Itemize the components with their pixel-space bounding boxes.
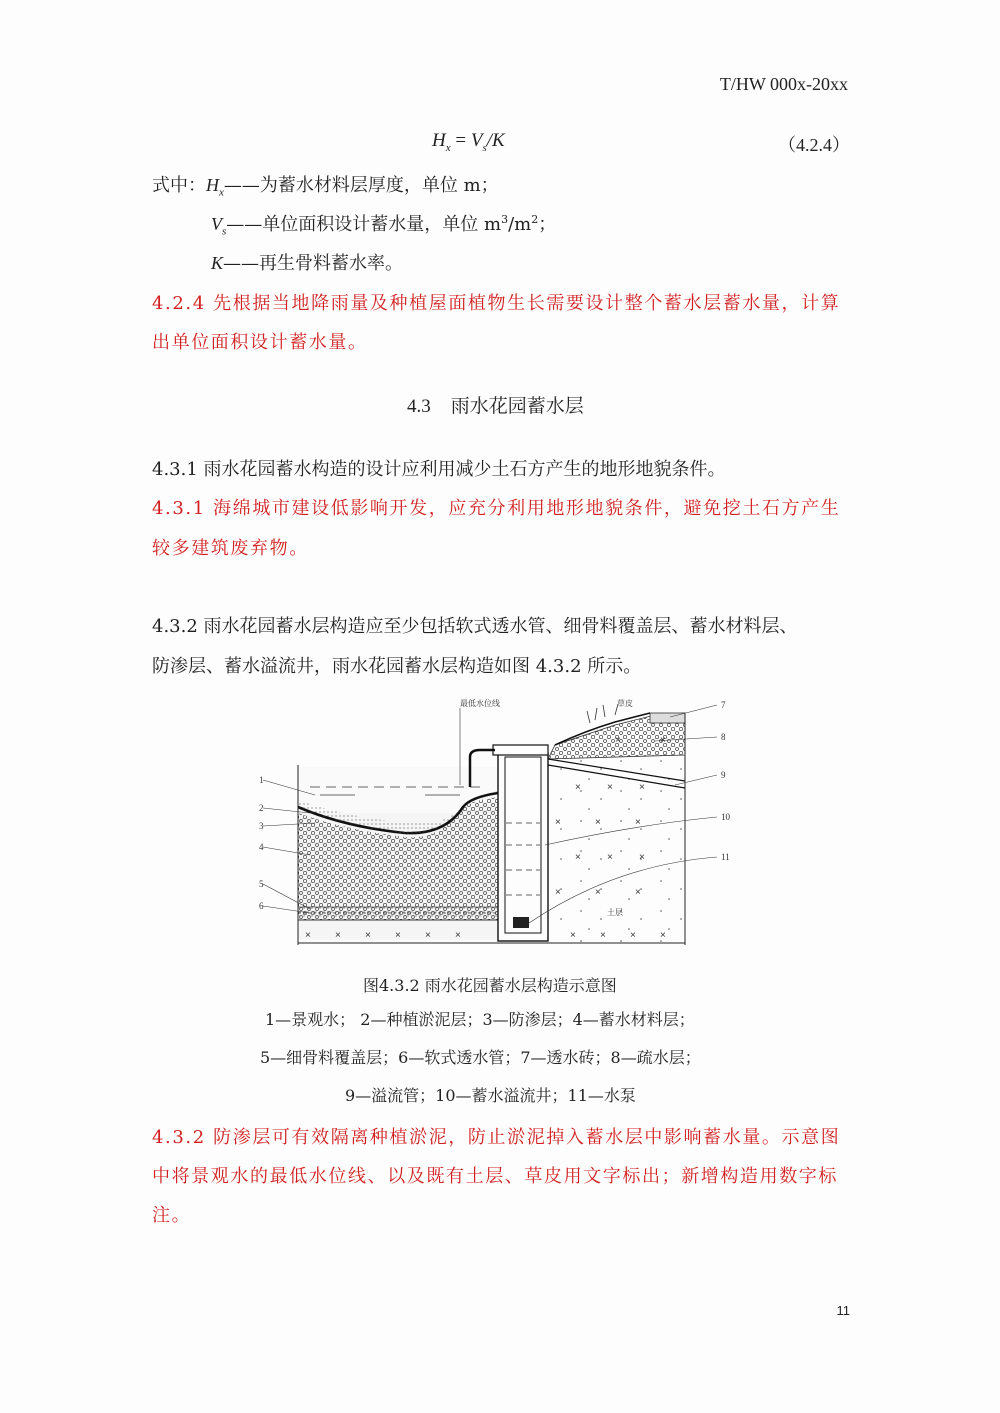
callout-5: 5 [259, 879, 264, 889]
svg-text:×: × [600, 930, 606, 941]
callout-9: 9 [721, 770, 726, 780]
svg-text:×: × [630, 930, 636, 941]
figure-legend-line1: 1—景观水； 2—种植淤泥层；3—防渗层；4—蓄水材料层； [265, 1010, 695, 1029]
callout-1: 1 [259, 775, 264, 785]
note-4-2-4-line1: 4.2.4 先根据当地降雨量及种植屋面植物生长需要设计整个蓄水层蓄水量，计算 [152, 293, 841, 314]
clause-4-3-2-line1: 4.3.2 雨水花园蓄水层构造应至少包括软式透水管、细骨料覆盖层、蓄水材料层、 [152, 616, 798, 637]
page-number: 11 [836, 1303, 850, 1318]
note-4-3-2-line2: 中将景观水的最低水位线、以及既有土层、草皮用文字标出；新增构造用数字标 [152, 1166, 838, 1187]
callout-3: 3 [259, 821, 264, 831]
svg-text:×: × [607, 782, 613, 793]
callout-7: 7 [721, 700, 726, 710]
section-heading-4-3: 4.3 雨水花园蓄水层 [407, 395, 584, 417]
label-soil: 土层 [607, 908, 623, 917]
pump [513, 917, 529, 928]
svg-text:×: × [395, 930, 401, 941]
clause-4-3-2-line2: 防渗层、蓄水溢流井，雨水花园蓄水层构造如图 4.3.2 所示。 [152, 656, 642, 677]
rain-garden-section-diagram [255, 695, 745, 955]
where-v-line: $V_s——$单位面积设计蓄水量，单位 $m^3/m^2$； [211, 213, 557, 238]
svg-text:×: × [660, 735, 666, 746]
callout-8: 8 [721, 732, 726, 742]
standard-code-header: T/HW 000x-20xx [719, 74, 848, 94]
svg-text:×: × [639, 852, 645, 863]
svg-text:×: × [607, 852, 613, 863]
svg-text:×: × [575, 852, 581, 863]
svg-text:×: × [555, 887, 561, 898]
callout-6: 6 [259, 901, 264, 911]
callout-10: 10 [721, 812, 730, 822]
svg-text:×: × [635, 887, 641, 898]
equation-number: （4.2.4） [778, 135, 850, 155]
note-4-3-1-line2: 较多建筑废弃物。 [152, 538, 309, 559]
svg-text:×: × [595, 817, 601, 828]
callout-4: 4 [259, 842, 264, 852]
svg-text:×: × [305, 930, 311, 941]
note-4-3-1-line1: 4.3.1 海绵城市建设低影响开发，应充分利用地形地貌条件，避免挖土石方产生 [152, 498, 841, 519]
svg-text:×: × [615, 735, 621, 746]
clause-4-3-1: 4.3.1 雨水花园蓄水构造的设计应利用减少土石方产生的地形地貌条件。 [152, 459, 726, 480]
label-min-water-line: 最低水位线 [460, 699, 500, 708]
figure-legend-line2: 5—细骨料覆盖层；6—软式透水管；7—透水砖；8—疏水层； [260, 1048, 701, 1067]
svg-text:×: × [365, 930, 371, 941]
svg-text:×: × [639, 782, 645, 793]
callout-2: 2 [259, 803, 264, 813]
svg-text:×: × [425, 930, 431, 941]
formula-4-2-4: $H_x = V_s/K$ [432, 130, 505, 154]
figure-legend-line3: 9—溢流管；10—蓄水溢流井；11—水泵 [345, 1086, 636, 1105]
where-h-line: 式中：$H_x——$为蓄水材料层厚度，单位 m； [152, 175, 499, 199]
label-grass: 草皮 [617, 699, 633, 708]
fine-aggregate-layer [298, 907, 498, 920]
svg-text:×: × [595, 887, 601, 898]
svg-text:×: × [635, 817, 641, 828]
figure-caption: 图4.3.2 雨水花园蓄水层构造示意图 [363, 976, 617, 995]
svg-text:×: × [555, 817, 561, 828]
callout-11: 11 [721, 852, 730, 862]
grass [587, 704, 618, 723]
note-4-2-4-line2: 出单位面积设计蓄水量。 [152, 332, 368, 353]
svg-text:×: × [455, 930, 461, 941]
svg-text:×: × [335, 930, 341, 941]
svg-text:×: × [660, 930, 666, 941]
svg-text:×: × [575, 782, 581, 793]
note-4-3-2-line3: 注。 [152, 1205, 192, 1226]
where-k-line: K——再生骨料蓄水率。 [211, 253, 404, 274]
svg-text:×: × [570, 930, 576, 941]
note-4-3-2-line1: 4.3.2 防渗层可有效隔离种植淤泥，防止淤泥掉入蓄水层中影响蓄水量。示意图 [152, 1127, 841, 1148]
